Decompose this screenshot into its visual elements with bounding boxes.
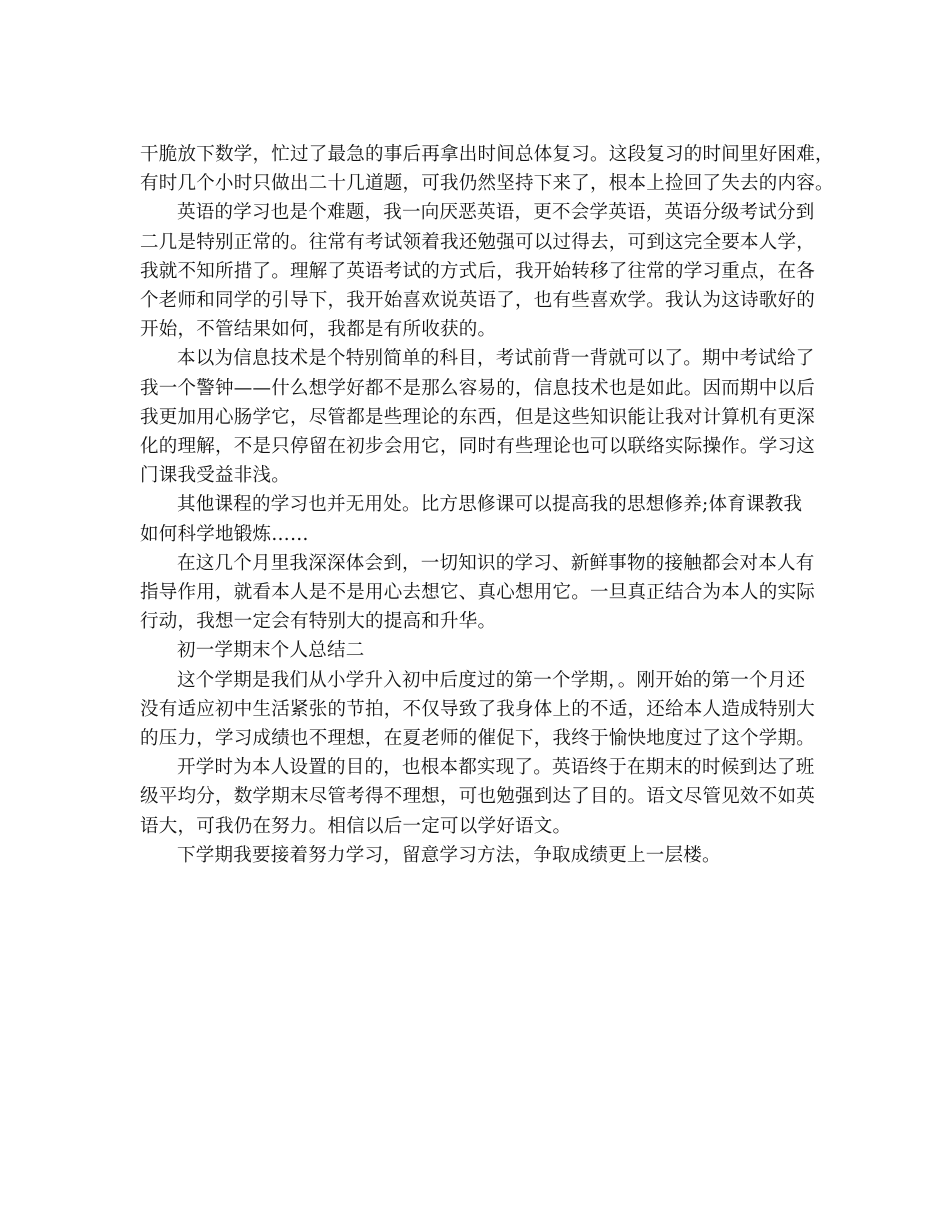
text-line: 如何科学地锻炼…… <box>140 523 309 545</box>
text-line: 语大，可我仍在努力。相信以后一定可以学好语文。 <box>140 815 572 837</box>
text-line: 开学时为本人设置的目的，也根本都实现了。英语终于在期末的时候到达了班 <box>177 757 815 779</box>
section-heading <box>140 636 812 665</box>
paragraph-first-semester <box>140 666 816 754</box>
text-line: 开始，不管结果如何，我都是有所收获的。 <box>140 319 497 341</box>
text-line: 在这几个月里我深深体会到，一切知识的学习、新鲜事物的接触都会对本人有 <box>177 552 815 574</box>
text-line: 我就不知所措了。理解了英语考试的方式后，我开始转移了往常的学习重点，在各 <box>140 260 816 282</box>
paragraph-goals <box>140 753 816 841</box>
text-line: 没有适应初中生活紧张的节拍，不仅导致了我身体上的不适，还给本人造成特别大 <box>140 698 816 720</box>
text-line: 下学期我要接着努力学习，留意学习方法，争取成绩更上一层楼。 <box>177 844 721 866</box>
text-line: 这个学期是我们从小学升入初中后度过的第一个学期，。刚开始的第一个月还 <box>177 669 806 691</box>
text-line: 行动，我想一定会有特别大的提高和升华。 <box>140 611 497 633</box>
text-line: 门课我受益非浅。 <box>140 465 291 487</box>
document-body <box>140 140 834 870</box>
paragraph-reflection <box>140 549 816 637</box>
text-line: 个老师和同学的引导下，我开始喜欢说英语了，也有些喜欢学。我认为这诗歌好的 <box>140 290 816 312</box>
text-line: 干脆放下数学，忙过了最急的事后再拿出时间总体复习。这段复习的时间里好困难， <box>140 144 834 165</box>
heading-text: 初一学期末个人总结二 <box>177 640 365 662</box>
text-line: 我更加用心肠学它，尽管都是些理论的东西，但是这些知识能让我对计算机有更深 <box>140 406 816 428</box>
paragraph-math-review <box>140 140 834 198</box>
text-line: 其他课程的学习也并无用处。比方思修课可以提高我的思想修养;体育课教我 <box>177 494 803 516</box>
text-line: 本以为信息技术是个特别简单的科目，考试前背一背就可以了。期中考试给了 <box>177 348 815 370</box>
paragraph-english-study <box>140 198 816 344</box>
paragraph-other-courses <box>140 490 812 548</box>
text-line: 我一个警钟——什么想学好都不是那么容易的，信息技术也是如此。因而期中以后 <box>140 377 816 399</box>
text-line: 的压力，学习成绩也不理想，在夏老师的催促下，我终于愉快地度过了这个学期。 <box>140 728 816 750</box>
text-line: 指导作用，就看本人是不是用心去想它、真心想用它。一旦真正结合为本人的实际 <box>140 582 816 604</box>
text-line: 级平均分，数学期末尽管考得不理想，可也勉强到达了目的。语文尽管见效不如英 <box>140 786 816 808</box>
text-line: 英语的学习也是个难题，我一向厌恶英语，更不会学英语，英语分级考试分到 <box>177 202 815 224</box>
text-line: 二几是特别正常的。往常有考试领着我还勉强可以过得去，可到这完全要本人学， <box>140 231 816 253</box>
text-line: 有时几个小时只做出二十几道题，可我仍然坚持下来了，根本上捡回了失去的内容。 <box>140 173 834 195</box>
text-line: 化的理解，不是只停留在初步会用它，同时有些理论也可以联络实际操作。学习这 <box>140 436 816 458</box>
paragraph-next-semester <box>140 841 812 870</box>
paragraph-it-study <box>140 344 816 490</box>
